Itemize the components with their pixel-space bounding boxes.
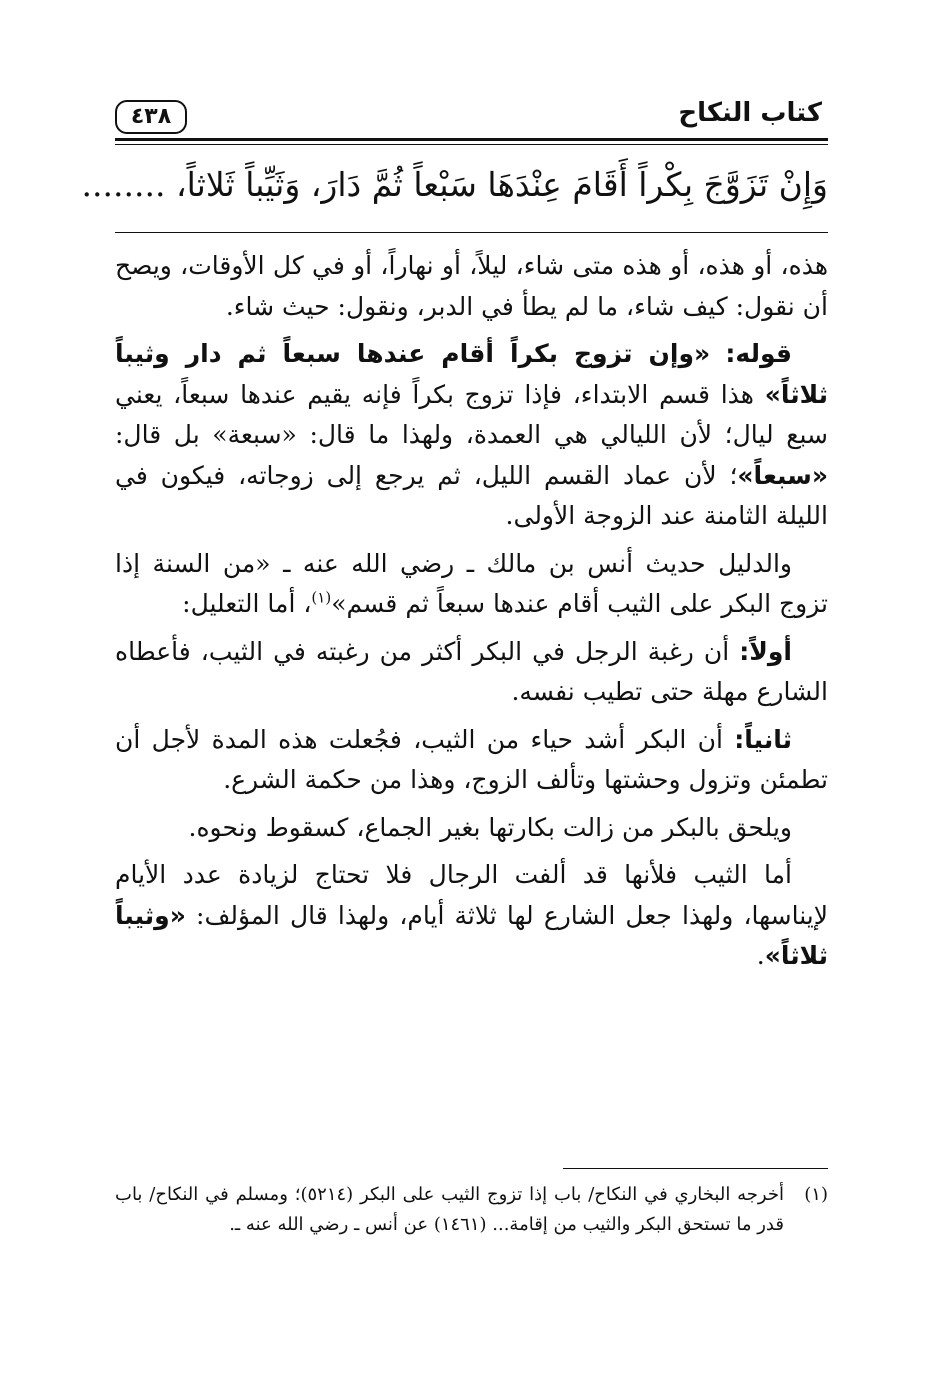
- page-number: ٤٣٨: [115, 100, 187, 134]
- header-rule: [115, 138, 828, 141]
- paragraph-text: ؛ لأن عماد القسم الليل، ثم يرجع إلى زوجاته، فيكون في الليلة الثامنة عند الزوجة الأولى.: [115, 460, 828, 530]
- header-rule-thin: [115, 144, 828, 145]
- paragraph-5: [115, 720, 828, 801]
- page-header: [115, 96, 828, 156]
- paragraph-text: هذا قسم الابتداء، فإذا تزوج بكراً فإنه يقيم عندها سبعاً، يعني سبع ليال؛ لأن الليالي هي العمدة، ولهذا ما قال: «سبعة» بل قال:: [115, 379, 828, 449]
- paragraph-4: [115, 632, 828, 713]
- bold-word: «سبعاً»: [737, 460, 828, 490]
- footnote-divider: [563, 1168, 828, 1169]
- paragraph-text: .: [756, 941, 765, 970]
- paragraph-2: [115, 334, 828, 537]
- lead-word: قوله:: [725, 339, 792, 368]
- paragraph-text: أن رغبة الرجل في البكر أكثر من رغبته في الثيب، فأعطاه الشارع مهلة حتى تطيب نفسه.: [115, 636, 828, 706]
- paragraph-7: [115, 855, 828, 977]
- footnote-number: (١): [804, 1184, 828, 1205]
- running-title: كتاب النكاح: [678, 98, 822, 128]
- matn-quote: «وثيباً ثلاثاً»: [115, 900, 828, 970]
- paragraph-text: ، أما التعليل:: [182, 589, 312, 618]
- paragraph-text: والدليل حديث أنس بن مالك ـ رضي الله عنه ـ «من السنة إذا تزوج البكر على الثيب أقام عندها سبعاً ثم قسم»: [115, 548, 828, 618]
- footnote-reference[interactable]: (١): [311, 588, 332, 607]
- book-page: [81, 0, 828, 1388]
- matn-text: وَإِنْ تَزَوَّجَ بِكْراً أَقَامَ عِنْدَهَا سَبْعاً ثُمَّ دَارَ، وَثَيِّباً ثَلاثاً، ........: [81, 165, 828, 204]
- matn-quote: «وإن تزوج بكراً أقام عندها سبعاً ثم دار وثيباً ثلاثاً»: [115, 339, 828, 409]
- paragraph-text: أن البكر أشد حياء من الثيب، فجُعلت هذه المدة لأجل أن تطمئن وتزول وحشتها وتألف الزوج، وهذا من حكمة الشرع.: [115, 724, 828, 794]
- footnotes: [115, 1180, 828, 1240]
- paragraph-6: ويلحق بالبكر من زالت بكارتها بغير الجماع، كسقوط ونحوه.: [188, 812, 792, 842]
- paragraph-text: أما الثيب فلأنها قد ألفت الرجال فلا تحتاج لزيادة عدد الأيام لإيناسها، ولهذا جعل الشارع لها ثلاثة أيام، ولهذا قال المؤلف:: [115, 860, 828, 930]
- lead-word: ثانياً:: [734, 724, 792, 754]
- footnote-1: [115, 1180, 828, 1240]
- paragraph-3: [115, 544, 828, 625]
- lead-word: أولاً:: [739, 636, 792, 666]
- paragraph-1: هذه، أو هذه، أو هذه متى شاء، ليلاً، أو نهاراً، أو في كل الأوقات، ويصح أن نقول: كيف شاء، ما لم يطأ في الدبر، ونقول: حيث شاء.: [115, 251, 828, 321]
- matn-divider: [115, 232, 828, 233]
- commentary-body: [115, 246, 828, 984]
- footnote-text: أخرجه البخاري في النكاح/ باب إذا تزوج الثيب على البكر (٥٢١٤)؛ ومسلم في النكاح/ باب قدر ما تستحق البكر والثيب من إقامة... (١٤٦١) عن أنس ـ رضي الله عنه ـ.: [115, 1184, 784, 1235]
